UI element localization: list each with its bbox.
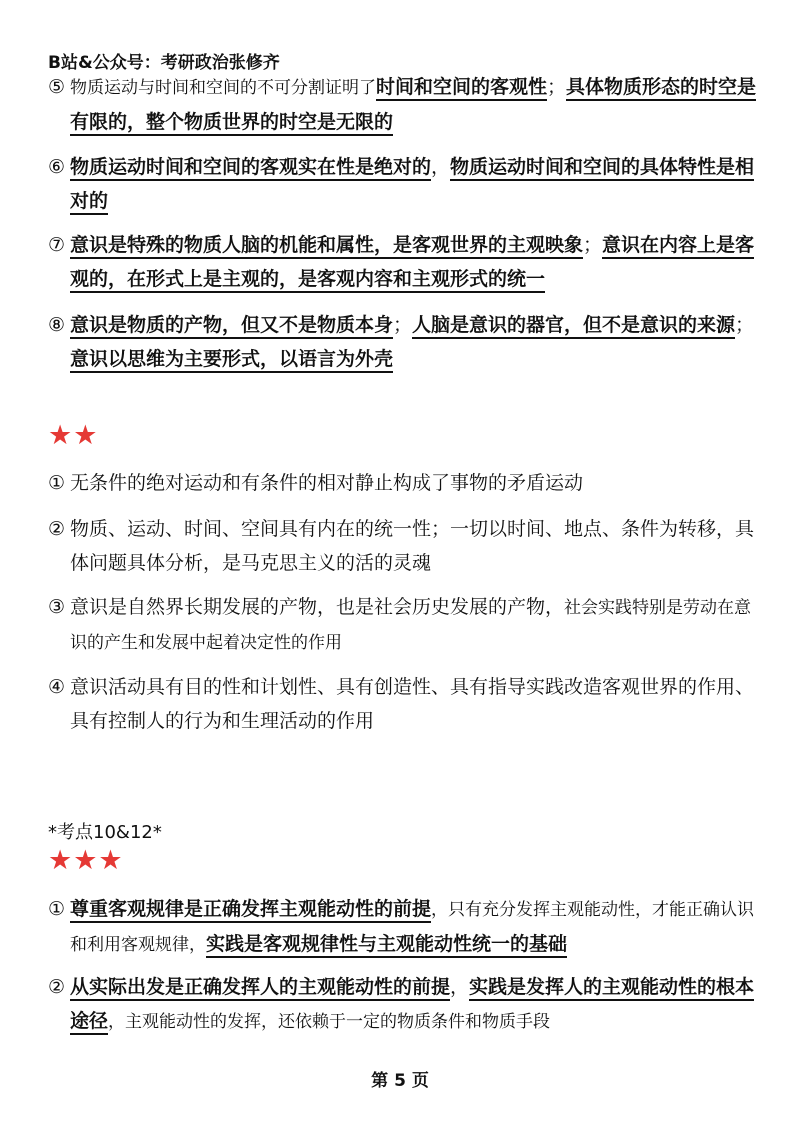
list-item-6 [48,150,760,218]
key-point: 意识以思维为主要形式，以语言为外壳 [70,348,393,373]
punctuation: ， [431,156,451,178]
item-number: ① [48,472,66,494]
list-item-3 [48,590,760,660]
item-text: 意识活动具有目的性和计划性、具有创造性、具有指导实践改造客观世界的作用、具有控制人的行为和生理活动的作用 [70,676,755,732]
item-text: ，主观能动性的发挥，还依赖于一定的物质条件和物质手段 [108,1012,551,1032]
list-item-7 [48,228,760,296]
key-point: 意识在内容上是客观的，在形式上是主观的，是客观内容和主观形式的统一 [70,234,754,293]
key-point: 物质运动时间和空间的客观实在性是绝对的 [70,156,431,181]
key-point: 时间和空间的客观性 [376,76,547,101]
list-item-1 [48,892,760,962]
list-item-1 [48,466,760,500]
item-number: ⑤ [48,76,66,98]
item-text: 物质运动与时间和空间的不可分割证明了 [70,78,376,98]
list-item-8 [48,308,760,376]
item-number: ⑥ [48,156,66,178]
punctuation: ； [393,314,413,336]
punctuation: ； [547,76,567,98]
item-text: 社会实践特别是劳动在意识的产生和发展中起着决定性的作用 [70,598,752,653]
punctuation: ， [450,976,470,998]
item-number: ② [48,518,66,540]
item-number: ② [48,976,66,998]
item-text: 物质、运动、时间、空间具有内在的统一性；一切以时间、地点、条件为转移，具体问题具体分析，是马克思主义的活的灵魂 [70,518,755,574]
key-point: 物质运动时间和空间的具体特性是相对的 [70,156,754,215]
item-text: 意识是自然界长期发展的产物，也是社会历史发展的产物， [70,596,565,618]
key-point: 实践是客观规律性与主观能动性统一的基础 [206,933,567,958]
item-number: ① [48,898,66,920]
item-number: ④ [48,676,66,698]
list-item-2 [48,970,760,1039]
key-point: 从实际出发是正确发挥人的主观能动性的前提 [70,976,450,1001]
list-item-5 [48,70,760,139]
key-point: 意识是特殊的物质人脑的机能和属性，是客观世界的主观映象 [70,234,583,259]
key-point: 具体物质形态的时空是有限的，整个物质世界的时空是无限的 [70,76,756,136]
list-item-2 [48,512,760,580]
list-item-4 [48,670,760,738]
key-point: 尊重客观规律是正确发挥主观能动性的前提 [70,898,431,923]
punctuation: ； [583,234,603,256]
item-text: ，只有充分发挥主观能动性，才能正确认识和利用客观规律， [70,900,755,955]
punctuation: ； [735,314,755,336]
item-number: ⑧ [48,314,66,336]
item-number: ③ [48,596,66,618]
key-point: 实践是发挥人的主观能动性的根本途径 [70,976,754,1035]
section-label: *考点10&12* [48,822,162,843]
item-text: 无条件的绝对运动和有条件的相对静止构成了事物的矛盾运动 [70,472,584,494]
page-number: 第 5 页 [371,1071,429,1091]
item-number: ⑦ [48,234,66,256]
three-star-rating: ★★★ [48,845,124,876]
two-star-rating: ★★ [48,420,99,451]
key-point: 意识是物质的产物，但又不是物质本身 [70,314,393,339]
page-header: B站&公众号：考研政治张修齐 [48,53,280,73]
key-point: 人脑是意识的器官，但不是意识的来源 [412,314,735,339]
